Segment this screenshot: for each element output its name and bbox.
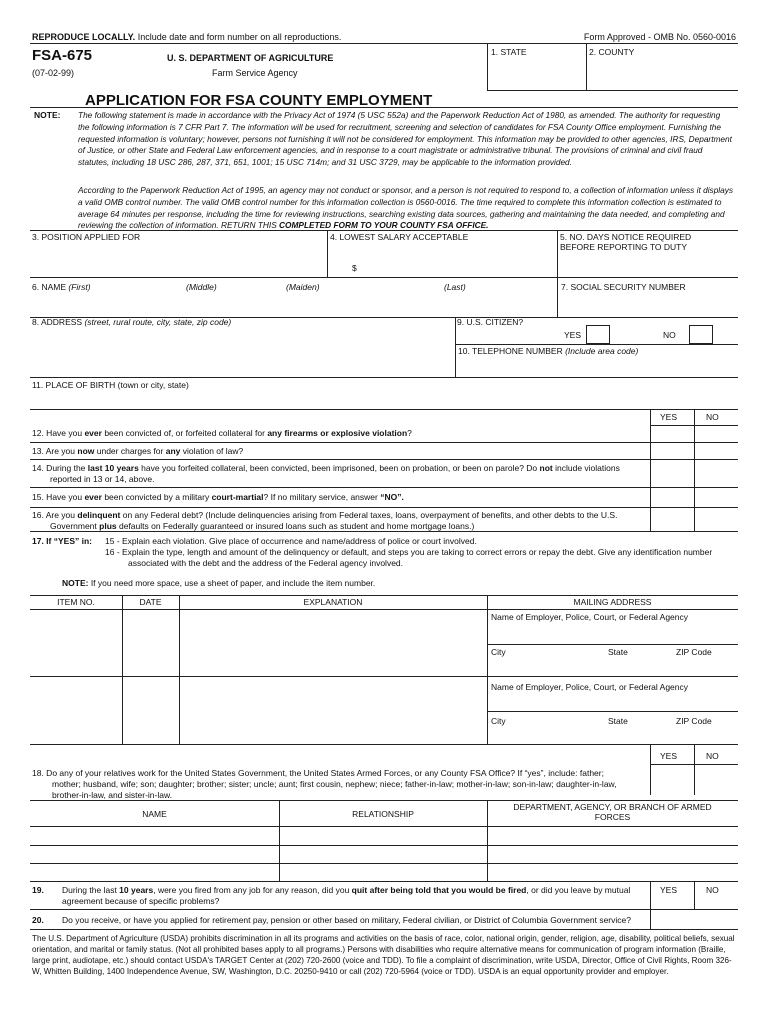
- state-label-2: State: [608, 716, 628, 726]
- q14-no-cell[interactable]: [695, 460, 737, 486]
- employer-label-1: Name of Employer, Police, Court, or Federal Agency: [491, 612, 689, 622]
- zip-label-1: ZIP Code: [676, 647, 712, 657]
- q16-yes-cell[interactable]: [651, 508, 693, 530]
- question-14: 14. During the last 10 years have you forfeited collateral, been convicted, been imprisoned, been on probation, or been on parole? Do not include violations: [32, 463, 620, 473]
- county-label: 2. COUNTY: [589, 47, 635, 57]
- no-header: NO: [706, 412, 719, 422]
- employer-label-2: Name of Employer, Police, Court, or Federal Agency: [491, 682, 689, 692]
- days-notice-label: 5. NO. DAYS NOTICE REQUIRED BEFORE REPORTING TO DUTY: [560, 232, 692, 253]
- question-20-num: 20.: [32, 915, 44, 925]
- state-label: 1. STATE: [491, 47, 527, 57]
- name-label: 6. NAME (First): [32, 282, 91, 292]
- citizen-label: 9. U.S. CITIZEN?: [457, 317, 524, 327]
- citizen-no-checkbox[interactable]: [689, 325, 713, 344]
- address-input[interactable]: [34, 332, 452, 374]
- agency-name: Farm Service Agency: [212, 68, 298, 78]
- name-middle-label: (Middle): [186, 282, 217, 292]
- col-mailing-address: MAILING ADDRESS: [573, 597, 652, 607]
- q16-no-cell[interactable]: [695, 508, 737, 530]
- relatives-col-name: NAME: [142, 809, 167, 819]
- position-label: 3. POSITION APPLIED FOR: [32, 232, 141, 242]
- days-notice-input[interactable]: [562, 256, 734, 274]
- salary-input[interactable]: [362, 258, 552, 274]
- citizen-yes-label: YES: [564, 330, 582, 340]
- city-label-1: City: [491, 647, 506, 657]
- q18-no-cell[interactable]: [695, 765, 737, 794]
- question-17-item16: 16 - Explain the type, length and amount of the delinquency or default, and steps you are taking to correct errors or repay the debt. Give any identification number: [105, 547, 713, 557]
- q14-yes-cell[interactable]: [651, 460, 693, 486]
- dollar-sign: $: [352, 263, 357, 273]
- name-last-label: (Last): [444, 282, 466, 292]
- question-19-cont: agreement because of specific problems?: [62, 896, 220, 906]
- q13-no-cell[interactable]: [695, 443, 737, 458]
- state-label-1: State: [608, 647, 628, 657]
- q12-yes-cell[interactable]: [651, 426, 693, 441]
- form-date: (07-02-99): [32, 68, 75, 78]
- employer-input-1[interactable]: [491, 625, 735, 643]
- q18-yes-cell[interactable]: [651, 765, 693, 794]
- form-approved: Form Approved - OMB No. 0560-0016: [583, 32, 736, 42]
- ssn-input[interactable]: [562, 296, 734, 314]
- question-17-note: NOTE: If you need more space, use a sheet of paper, and include the item number.: [62, 578, 376, 588]
- col-explanation: EXPLANATION: [303, 597, 363, 607]
- q19-yes-label: YES: [660, 885, 678, 895]
- position-input[interactable]: [34, 248, 324, 274]
- col-item-no: ITEM NO.: [57, 597, 95, 607]
- county-input[interactable]: [589, 62, 735, 86]
- city-label-2: City: [491, 716, 506, 726]
- relatives-col-relationship: RELATIONSHIP: [352, 809, 414, 819]
- question-14-cont: reported in 13 or 14, above.: [50, 474, 155, 484]
- salary-label: 4. LOWEST SALARY ACCEPTABLE: [330, 232, 469, 242]
- question-16-cont: Government plus defaults on Federally guaranteed or insured loans such as student and home mortgage loans.): [50, 521, 475, 531]
- telephone-input[interactable]: [460, 358, 734, 374]
- question-17-label: 17. If “YES” in:: [32, 536, 92, 546]
- q20-answer-cell[interactable]: [651, 910, 737, 928]
- question-13: 13. Are you now under charges for any violation of law?: [32, 446, 244, 456]
- citizen-yes-checkbox[interactable]: [586, 325, 610, 344]
- birthplace-input[interactable]: [34, 392, 734, 408]
- question-19-num: 19.: [32, 885, 44, 895]
- question-18: 18. Do any of your relatives work for the United States Government, the United States Armed Forces, or any County FSA Office? If “yes”, include: father;: [32, 768, 604, 778]
- question-15: 15. Have you ever been convicted by a military court-martial? If no military service, answer “NO”.: [32, 492, 404, 502]
- reproduce-notice: REPRODUCE LOCALLY. Include date and form number on all reproductions.: [32, 32, 342, 42]
- citizen-no-label: NO: [663, 330, 676, 340]
- question-17-item16-cont: associated with the debt and the address of the Federal agency involved.: [128, 558, 404, 568]
- q15-no-cell[interactable]: [695, 488, 737, 506]
- question-12: 12. Have you ever been convicted of, or forfeited collateral for any firearms or explosive violation?: [32, 428, 412, 438]
- department-name: U. S. DEPARTMENT OF AGRICULTURE: [167, 53, 334, 63]
- name-maiden-label: (Maiden): [286, 282, 320, 292]
- employer-input-2[interactable]: [491, 694, 735, 710]
- relatives-col-department: DEPARTMENT, AGENCY, OR BRANCH OF ARMED FORCES: [513, 802, 712, 823]
- birthplace-label: 11. PLACE OF BIRTH (town or city, state): [32, 380, 189, 390]
- q12-no-cell[interactable]: [695, 426, 737, 441]
- zip-label-2: ZIP Code: [676, 716, 712, 726]
- q18-yes-header: YES: [660, 751, 678, 761]
- question-17-item15: 15 - Explain each violation. Give place of occurrence and name/address of police or court involved.: [105, 536, 477, 546]
- q19-no-label: NO: [706, 885, 719, 895]
- name-input[interactable]: [34, 296, 554, 314]
- question-16: 16. Are you delinquent on any Federal debt? (Include delinquencies arising from Federal taxes, loans, overpayment of benefits, and other debts to the U.S.: [32, 510, 618, 520]
- paperwork-statement: According to the Paperwork Reduction Act of 1995, an agency may not conduct or sponsor, and a person is not required to respond to, a collection of information unless it displays a valid OMB control number. The valid OMB control number for this information collection is 0560-0016. The time required to complete this information collection is estimated to average 64 minutes per response, including the time for reviewing instructions, searching existing data sources, gathering and maintaining the data needed, and completing and reviewing the collection of information. RETURN THIS COMPLETED FORM TO YOUR COUNTY FSA OFFICE.: [78, 185, 734, 231]
- page-title: APPLICATION FOR FSA COUNTY EMPLOYMENT: [85, 92, 433, 109]
- nondiscrimination-statement: The U.S. Department of Agriculture (USDA) prohibits discrimination in all its programs and activities on the basis of race, color, national origin, gender, religion, age, disability, political beliefs, sexual orientation, and marital or family status. (Not all prohibited bases apply to all programs.) Persons with disabilities who require alternative means for communication of program information (Braille, large print, audiotape, etc.) should contact USDA's TARGET Center at (202) 720-2600 (voice and TDD). To file a complaint of discrimination, write USDA, Director, Office of Civil Rights, Room 326-W, Whitten Building, 1400 Independence Avenue, SW, Washington, D.C. 20250-9410 or call (202) 720-5964 (voice or TDD). USDA is an equal opportunity provider and employer.: [32, 934, 735, 976]
- col-date: DATE: [139, 597, 162, 607]
- state-input[interactable]: [490, 62, 584, 86]
- privacy-statement: The following statement is made in accordance with the Privacy Act of 1974 (5 USC 552a) and the Paperwork Reduction Act of 1980, as amended. The authority for requesting the following information is 7 CFR Part 7. The information will be used for recruitment, screening and selection of candidates for FSA County Office employment. Furnishing the requested information is voluntary; however, persons not furnishing it will not be considered for employment. This information may be provided to other agencies, IRS, Department of Justice, or other State and Federal Law enforcement agencies, and in response to a court magistrate or administrative tribunal. The provisions of criminal and civil fraud statutes, including 18 USC 286, 287, 371, 651, 1001; 15 USC 714m; and 31 USC 3729, may be applicable to the information provided.: [78, 110, 732, 168]
- q15-yes-cell[interactable]: [651, 488, 693, 506]
- telephone-label: 10. TELEPHONE NUMBER (Include area code): [458, 346, 639, 356]
- question-20: Do you receive, or have you applied for retirement pay, pension or other based on military, Federal civilian, or District of Columbia Government service?: [62, 915, 631, 925]
- ssn-label: 7. SOCIAL SECURITY NUMBER: [561, 282, 686, 292]
- note-label: NOTE:: [34, 110, 61, 120]
- form-number: FSA-675: [32, 47, 93, 64]
- question-18-cont1: mother; husband, wife; son; daughter; brother; sister; uncle; aunt; first cousin, nephew; niece; father-in-law; mother-in-law; son-in-law; daughter-in-law,: [52, 779, 617, 789]
- question-19: During the last 10 years, were you fired from any job for any reason, did you quit after being told that you would be fired, or did you leave by mutual: [62, 885, 631, 895]
- address-label: 8. ADDRESS (street, rural route, city, state, zip code): [32, 317, 232, 327]
- q18-no-header: NO: [706, 751, 719, 761]
- question-18-cont2: brother-in-law, and sister-in-law.: [52, 790, 172, 800]
- q13-yes-cell[interactable]: [651, 443, 693, 458]
- yes-header: YES: [660, 412, 678, 422]
